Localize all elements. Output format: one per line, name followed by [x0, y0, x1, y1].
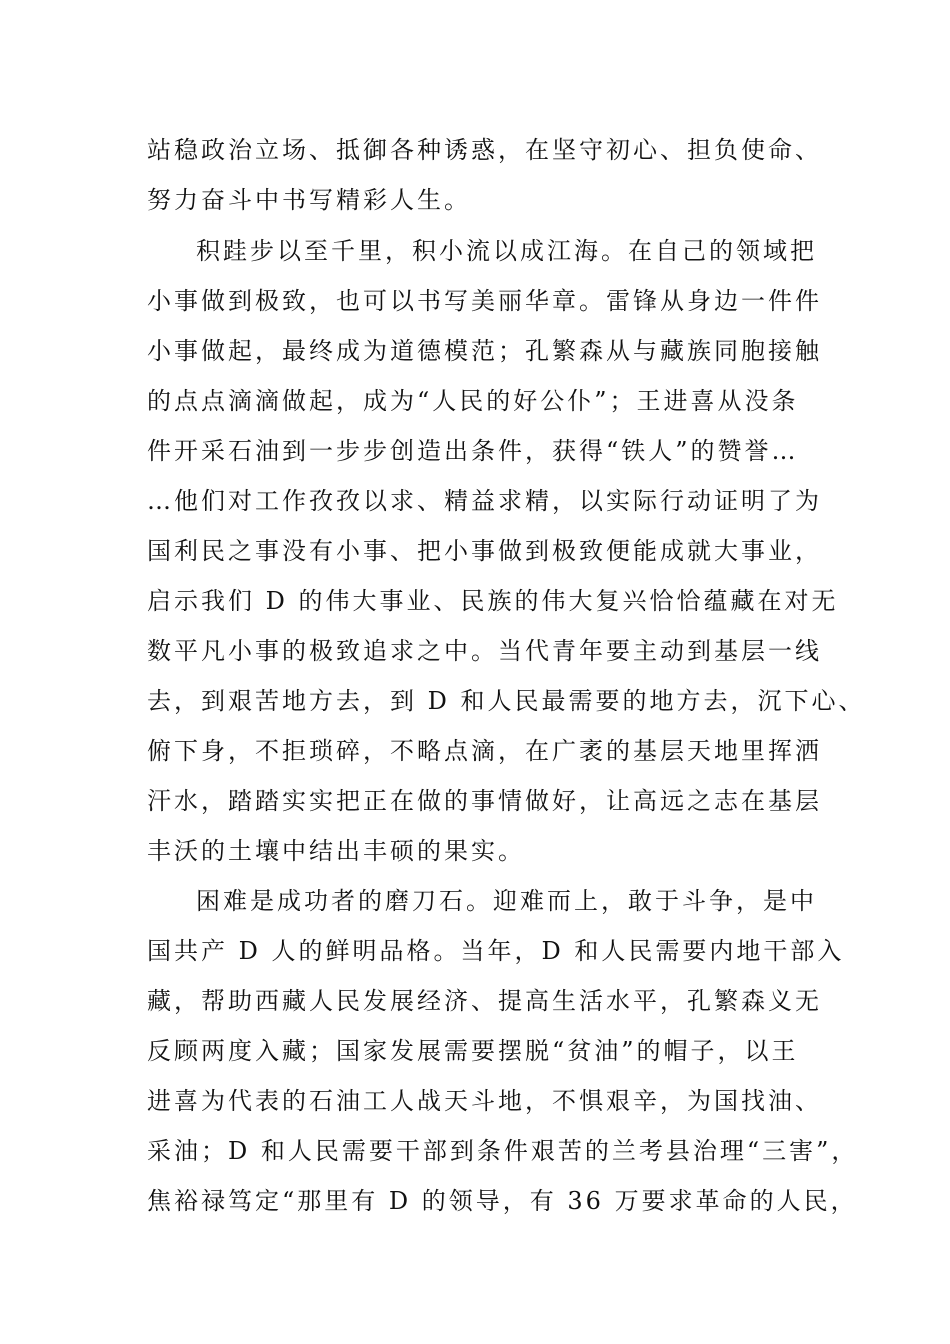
text-line: …他们对工作孜孜以求、精益求精，以实际行动证明了为 [147, 487, 822, 515]
text-line: 丰沃的土壤中结出丰硕的果实。 [147, 837, 525, 865]
text-line: 去，到艰苦地方去，到 D 和人民最需要的地方去，沉下心、 [147, 687, 866, 715]
text-line: 启示我们 D 的伟大事业、民族的伟大复兴恰恰蕴藏在对无 [147, 587, 839, 615]
text-line: 积跬步以至千里，积小流以成江海。在自己的领域把 [196, 237, 817, 265]
text-line: 汗水，踏踏实实把正在做的事情做好，让高远之志在基层 [147, 787, 822, 815]
text-line: 的点点滴滴做起，成为“人民的好公仆”；王进喜从没条 [147, 387, 799, 415]
text-line: 国共产 D 人的鲜明品格。当年，D 和人民需要内地干部入 [147, 937, 845, 965]
text-line: 件开采石油到一步步创造出条件，获得“铁人”的赞誉… [147, 437, 799, 465]
text-line: 采油；D 和人民需要干部到条件艰苦的兰考县治理“三害”， [147, 1137, 859, 1165]
text-line: 小事做到极致，也可以书写美丽华章。雷锋从身边一件件 [147, 287, 822, 315]
text-line: 反顾两度入藏；国家发展需要摆脱“贫油”的帽子，以王 [147, 1037, 799, 1065]
text-line: 努力奋斗中书写精彩人生。 [147, 186, 471, 214]
text-line: 站稳政治立场、抵御各种诱惑，在坚守初心、担负使命、 [147, 136, 822, 164]
text-line: 困难是成功者的磨刀石。迎难而上，敢于斗争，是中 [196, 887, 817, 915]
text-line: 数平凡小事的极致追求之中。当代青年要主动到基层一线 [147, 637, 822, 665]
text-line: 焦裕禄笃定“那里有 D 的领导，有 36 万要求革命的人民， [147, 1187, 858, 1215]
text-line: 小事做起，最终成为道德模范；孔繁森从与藏族同胞接触 [147, 337, 822, 365]
text-line: 国利民之事没有小事、把小事做到极致便能成就大事业， [147, 537, 822, 565]
text-line: 进喜为代表的石油工人战天斗地，不惧艰辛，为国找油、 [147, 1087, 822, 1115]
text-line: 俯下身，不拒琐碎，不略点滴，在广袤的基层天地里挥洒 [147, 737, 822, 765]
text-line: 藏，帮助西藏人民发展经济、提高生活水平，孔繁森义无 [147, 987, 822, 1015]
